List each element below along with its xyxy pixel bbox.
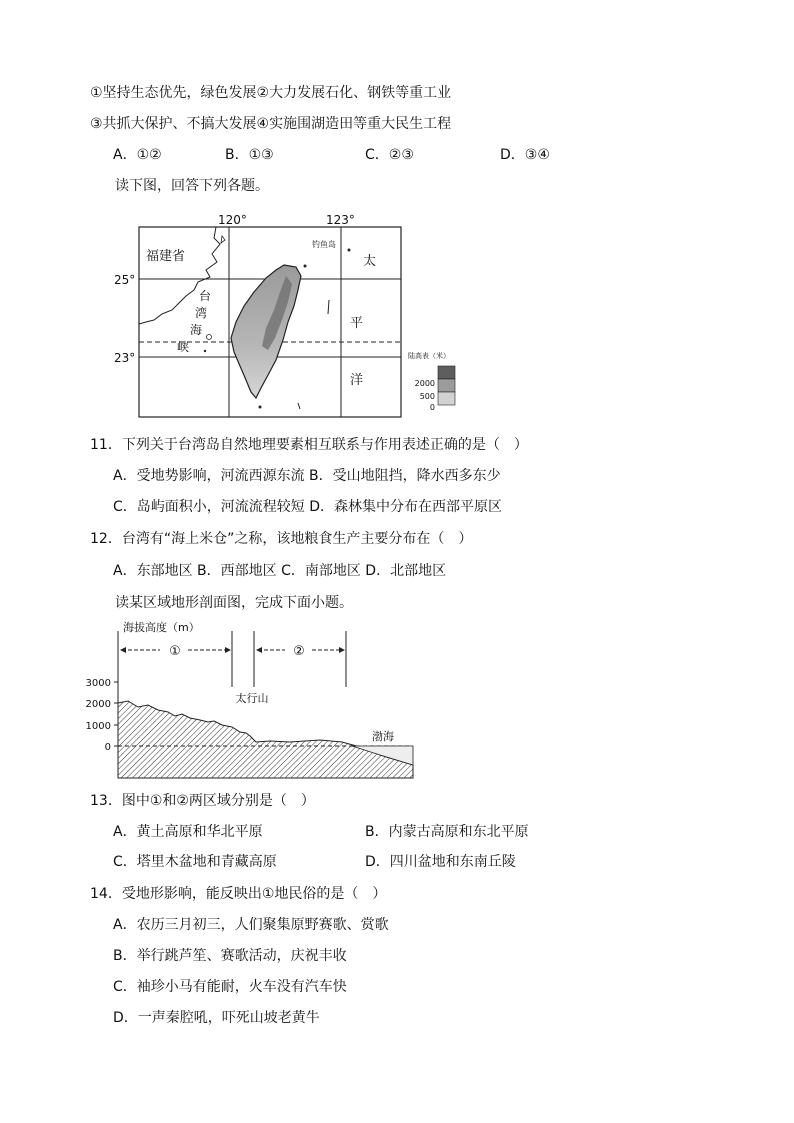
diaoyu-islet	[348, 249, 351, 252]
prev-option-d: D．③④	[500, 147, 550, 163]
lat-label-25: 25°	[114, 273, 136, 287]
legend-value-2000: 2000	[414, 379, 435, 388]
legend-title: 陆高表（米）	[408, 352, 450, 360]
diaoyu-label: 钓鱼岛	[312, 240, 336, 249]
ocean-char-3: 洋	[350, 373, 364, 388]
bohai-label: 渤海	[372, 730, 394, 743]
region2-label: ②	[293, 644, 305, 659]
fujian-label: 福建省	[146, 249, 186, 264]
lon-label-123: 123°	[326, 213, 355, 227]
strait-char-1: 台	[199, 289, 212, 303]
ocean-char-1: 太	[363, 254, 377, 269]
islet	[304, 265, 307, 268]
islet	[204, 350, 206, 352]
strait-char-2: 湾	[195, 306, 208, 320]
lat-label-23: 23°	[114, 351, 136, 365]
terrain-profile	[80, 615, 420, 785]
prev-option-b: B．①③	[225, 147, 274, 163]
arrow-head	[225, 647, 231, 653]
taihang-label: 太行山	[235, 692, 269, 705]
region1-label: ①	[169, 644, 181, 659]
y-tick-label: 1000	[85, 721, 111, 732]
intro-map: 读下图，回答下列各题。	[115, 178, 269, 194]
y-tick-label: 0	[104, 742, 111, 753]
strait-char-3: 海	[190, 323, 203, 337]
q13-option-b: B．内蒙古高原和东北平原	[365, 824, 529, 840]
q14-option-d: D．一声秦腔吼，吓死山坡老黄牛	[113, 1010, 320, 1026]
terrain-profile-shape	[118, 701, 413, 778]
arrow-head	[339, 647, 345, 653]
islet	[259, 406, 262, 409]
q14-option-a: A．农历三月初三，人们聚集原野赛歌、赏歌	[113, 917, 389, 933]
prev-option-a: A．①②	[113, 147, 162, 163]
q11-stem: 11．下列关于台湾岛自然地理要素相互联系与作用表述正确的是（ ）	[90, 437, 528, 453]
q11-options-row2: C．岛屿面积小，河流流程较短 D．森林集中分布在西部平原区	[113, 499, 503, 515]
prev-option-c: C．②③	[365, 147, 414, 163]
q13-option-c: C．塔里木盆地和青藏高原	[113, 854, 277, 870]
strait-char-4: 峡	[177, 340, 190, 354]
y-tick-label: 2000	[85, 699, 111, 710]
q14-option-b: B．举行跳芦笙、赛歌活动，庆祝丰收	[113, 948, 347, 964]
intro-profile: 读某区域地形剖面图，完成下面小题。	[115, 595, 353, 611]
prev-question-line2: ③共抓大保护、不搞大发展④实施围湖造田等重大民生工程	[90, 116, 452, 132]
y-tick-label: 3000	[85, 678, 111, 689]
arrow-head	[256, 647, 262, 653]
legend-value-500: 500	[419, 392, 435, 401]
y-axis-label: 海拔高度（m）	[123, 621, 200, 634]
prev-question-line1: ①坚持生态优先，绿色发展②大力发展石化、钢铁等重工业	[90, 85, 452, 101]
q14-stem: 14．受地形影响，能反映出①地民俗的是（ ）	[90, 886, 387, 902]
legend-box-low	[438, 392, 455, 405]
legend-box-mid	[438, 379, 455, 392]
arrow-head	[120, 647, 126, 653]
legend-box-high	[438, 366, 455, 379]
q14-option-c: C．袖珍小马有能耐，火车没有汽车快	[113, 979, 347, 995]
q12-options-row1: A．东部地区 B．西部地区 C．南部地区 D．北部地区	[113, 563, 447, 579]
lon-label-120: 120°	[218, 213, 247, 227]
legend-value-0: 0	[429, 403, 435, 412]
q13-stem: 13．图中①和②两区域分别是（ ）	[90, 793, 315, 809]
q12-stem: 12．台湾有“海上米仓”之称，该地粮食生产主要分布在（ ）	[90, 531, 473, 547]
taiwan-map	[114, 210, 466, 420]
q13-option-d: D．四川盆地和东南丘陵	[365, 854, 516, 870]
ocean-char-2: 平	[350, 316, 364, 331]
q13-option-a: A．黄土高原和华北平原	[113, 824, 263, 840]
q11-options-row1: A．受地势影响，河流西源东流 B．受山地阻挡，降水西多东少	[113, 468, 501, 484]
